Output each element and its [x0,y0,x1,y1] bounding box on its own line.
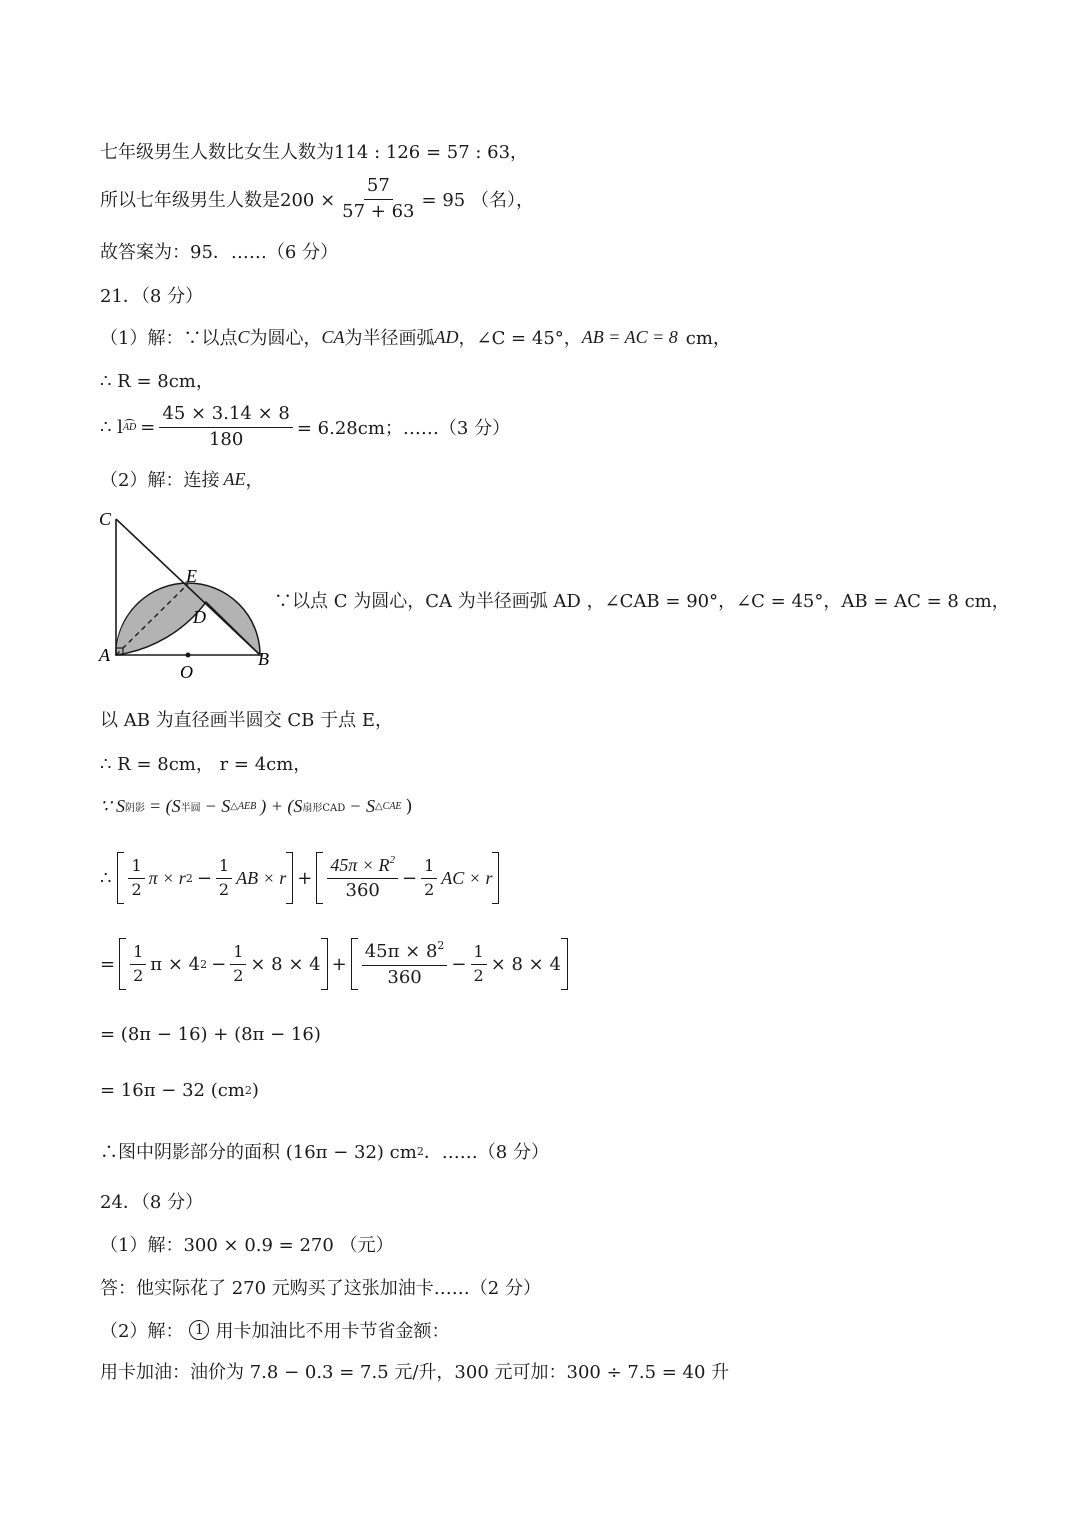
q24-part1-text: （1）解：300 × 0.9 = 270 （元） [100,1235,394,1256]
geometry-figure [96,505,286,685]
boys-count-prefix: 所以七年级男生人数是200 × [100,190,336,212]
symbolic-bracket-right-2 [492,852,499,904]
numeric-minus2: − [451,953,467,975]
q24-part2 [100,1317,449,1343]
area-result-close: ) [251,1080,259,1101]
symbolic-frac2-num: 1 [216,857,232,878]
symbolic-minus1: − [196,867,212,889]
label-e: E [186,566,197,586]
area-conclusion-text: ∴图中阴影部分的面积 (16π − 32) cm [100,1142,417,1163]
q21-part1-lengths: AB = AC = 8 [581,326,678,347]
q21-part1-unit: cm， [685,328,731,349]
numeric-exp1: 2 [200,957,208,971]
area-conclusion-score: ．……（8 分） [423,1142,549,1163]
area-result-exp: 2 [244,1084,252,1097]
label-c: C [99,509,112,529]
formula-sub-sector: 扇形CAD [302,803,346,814]
boys-count-line [100,176,534,222]
figure-given-text-content: ∵以点 C 为圆心，CA 为半径画弧 AD ，∠CAB = 90°，∠C = 45°，AB = AC = 8 cm， [274,591,1010,612]
symbolic-bracket-left-1 [117,852,124,904]
q21-part1-radius-text-value: ∴ R = 8cm， [100,371,214,392]
numeric-frac1-num: 1 [130,943,146,964]
formula-sub-shaded: 阴影 [124,803,145,814]
formula-minus2: − S [349,796,375,816]
symbolic-exp1: 2 [185,871,193,885]
arc-ad-label: AD [434,326,459,347]
numeric-bracket-right-2 [561,938,568,990]
numeric-pi-4: π × 4 [150,953,201,975]
simplified-line [100,1024,321,1045]
formula-close: ) [405,796,413,817]
q24-card-price-text: 用卡加油：油价为 7.8 − 0.3 = 7.5 元/升，300 元可加：300 ÷ 7.5 = 40 升 [100,1362,730,1383]
numeric-8x4-b: × 8 × 4 [490,953,561,975]
q21-part1-angle: ，∠C = 45°， [458,328,582,349]
arc-length-fraction [159,404,293,450]
q24-answer-text: 答：他实际花了 270 元购买了这张加油卡……（2 分） [100,1278,541,1299]
answer-95-text: 故答案为：95．……（6 分） [100,242,339,263]
numeric-sector-num [362,940,448,966]
symbolic-frac-half-3 [421,857,437,899]
figure-given-text [274,587,1010,613]
symbolic-bracket-left-2 [316,852,323,904]
formula-sub-semicircle: 半圆 [180,803,201,814]
label-b: B [258,649,269,669]
label-d: D [193,607,206,627]
formula-open1: = (S [148,796,181,816]
symbolic-expression [100,852,499,904]
segment-ae-label: AE [223,468,246,489]
arc-length-symbol: ∴ l [100,416,123,438]
numeric-sector-num-text: 45π × 8 [364,940,438,962]
radii-text: ∴ R = 8cm， r = 4cm， [100,754,312,775]
area-conclusion-line [100,1138,549,1164]
symbolic-ac-r: AC × r [441,867,493,888]
symbolic-frac-half-2 [216,857,232,899]
numeric-frac-half-1 [130,943,146,985]
arc-length-numerator: 45 × 3.14 × 8 [159,404,293,428]
symbolic-frac-half-1 [128,857,144,899]
q21-header-text: 21．（8 分） [100,286,204,307]
area-conclusion-exp: 2 [416,1144,424,1158]
numeric-plus: + [331,953,347,975]
formula-s-shaded: ∵ S [100,796,125,816]
arc-length-denominator: 180 [208,428,244,450]
q21-part1-arc-length [100,404,510,450]
segment-ca-label: CA [321,326,345,347]
numeric-frac1-den: 2 [133,965,144,985]
symbolic-frac1-den: 2 [131,879,142,899]
q21-header [100,282,203,308]
formula-sub-cae: △CAE [374,801,402,812]
boys-fraction-numerator: 57 [364,176,393,200]
symbolic-frac3-num: 1 [421,857,437,878]
numeric-bracket-left-1 [119,938,126,990]
simplified-text: = (8π − 16) + (8π − 16) [100,1024,321,1045]
numeric-sector-den: 360 [387,966,422,988]
q21-part1-given [100,324,731,350]
symbolic-therefore: ∴ [100,867,112,889]
shaded-area-formula [100,796,413,817]
symbolic-pi-r: π × r [148,867,186,888]
symbolic-minus2: − [402,867,418,889]
arc-length-result: = 6.28cm；……（3 分） [296,418,511,440]
numeric-sector-exp: 2 [437,938,445,952]
q24-header [100,1188,203,1214]
numeric-frac3-den: 2 [473,965,484,985]
symbolic-sector-num [327,854,398,879]
symbolic-sector-den: 360 [345,880,380,901]
area-result-text: = 16π − 32 (cm [100,1080,245,1101]
arc-length-subscript: AD [122,421,137,433]
formula-sub-aeb: △AEB [230,801,257,812]
radii-line [100,750,311,776]
q21-part1-center-text: 为圆心， [249,328,322,349]
circled-number-1: 1 [189,1320,209,1340]
q24-header-text: 24．（8 分） [100,1192,204,1213]
q24-part1 [100,1231,394,1257]
point-c-label: C [237,326,250,347]
q21-part1-lead: （1）解：∵以点 [100,328,238,349]
boys-fraction-denominator: 57 + 63 [342,200,415,222]
q21-part1-radius-text: 为半径画弧 [344,328,435,349]
numeric-frac-half-3 [471,943,487,985]
symbolic-frac3-den: 2 [424,879,435,899]
numeric-frac3-num: 1 [471,943,487,964]
q24-part2-lead: （2）解： [100,1321,184,1342]
numeric-minus1: − [211,953,227,975]
semicircle-text: 以 AB 为直径画半圆交 CB 于点 E， [100,710,393,731]
numeric-expression [100,938,568,990]
numeric-bracket-right-1 [321,938,328,990]
formula-minus1: − S [204,796,231,816]
boys-fraction [339,176,417,222]
label-a: A [99,645,110,665]
numeric-frac2-num: 1 [230,943,246,964]
center-o-dot [186,653,191,658]
q21-part2-lead-tail: ， [245,470,264,491]
numeric-bracket-left-2 [351,938,358,990]
symbolic-ab-r: AB × r [236,867,287,888]
symbolic-sector-num-text: 45π × R [330,855,390,876]
label-o: O [180,662,193,682]
symbolic-frac2-den: 2 [218,879,230,899]
numeric-equals: = [100,953,116,975]
semicircle-line [100,706,393,732]
symbolic-bracket-right-1 [286,852,293,904]
ratio-text: 七年级男生人数比女生人数为114 : 126 = 57 : 63， [100,142,529,163]
numeric-frac-sector [362,940,448,988]
q24-card-price [100,1358,729,1384]
q21-part1-radius [100,367,214,393]
boys-count-result: = 95 （名）， [421,190,534,212]
q24-part2-text: 用卡加油比不用卡节省金额： [215,1321,450,1342]
numeric-8x4-a: × 8 × 4 [250,953,321,975]
symbolic-frac1-num: 1 [128,857,144,878]
arc-length-equals: = [140,416,156,438]
q24-answer [100,1274,541,1300]
q21-part2-connect [100,466,263,492]
symbolic-frac-sector [327,854,398,901]
area-result-line [100,1080,259,1101]
symbolic-plus: + [297,867,313,889]
q21-part2-lead: （2）解：连接 [100,470,220,491]
numeric-frac-half-2 [230,943,246,985]
ratio-line [100,138,528,164]
formula-open2: ) + (S [260,796,303,816]
symbolic-sector-exp: 2 [389,854,396,867]
answer-95-line [100,238,338,264]
numeric-frac2-den: 2 [233,965,244,985]
